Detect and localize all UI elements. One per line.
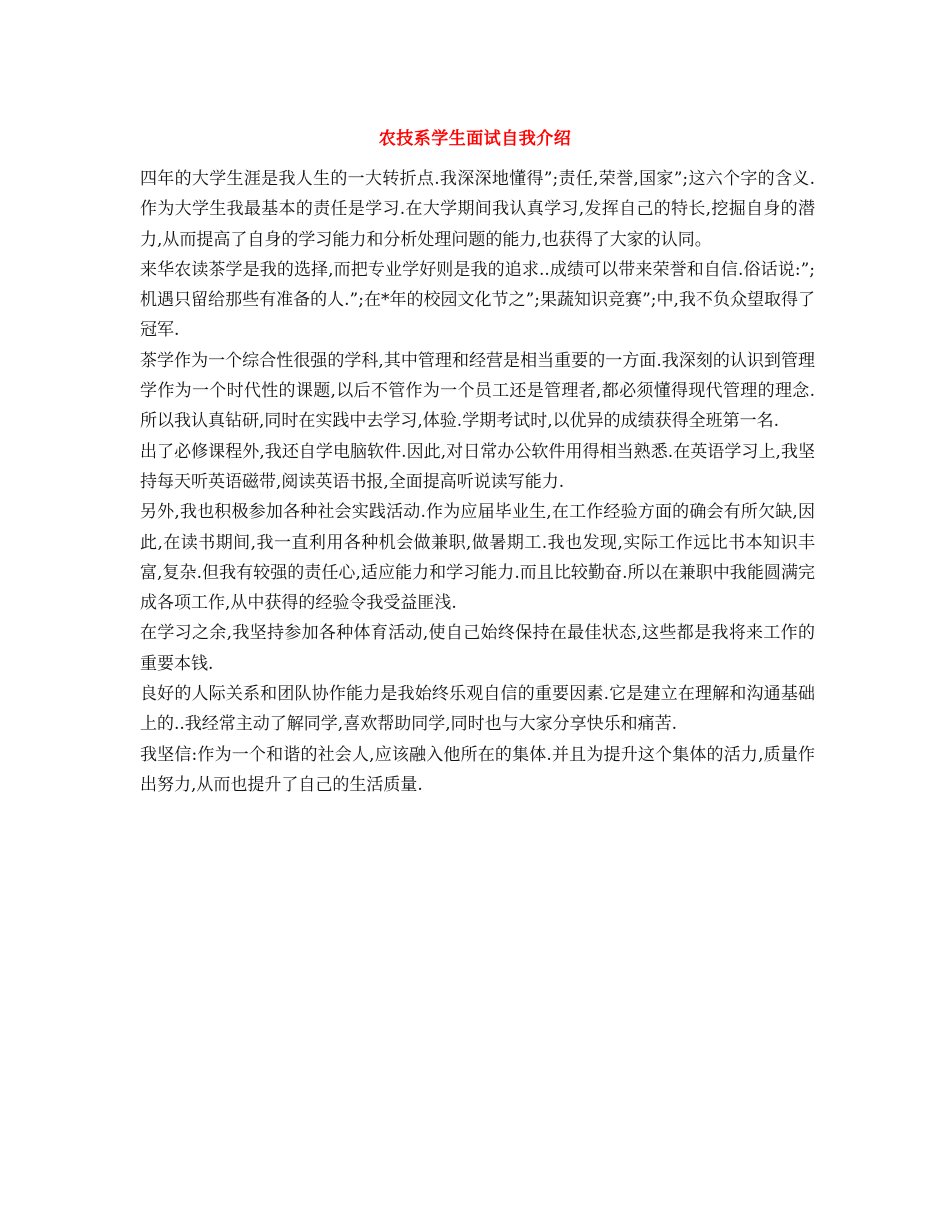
paragraph-5: 另外,我也积极参加各种社会实践活动.作为应届毕业生,在工作经验方面的确会有所欠缺,因此,在读书期间,我一直利用各种机会做兼职,做暑期工.我也发现,实际工作远比书本知识丰富,复杂.但我有较强的责任心,适应能力和学习能力.而且比较勤奋.所以在兼职中我能圆满完成各项工作,从中获得的经验令我受益匪浅. [140,502,815,614]
paragraph-4: 出了必修课程外,我还自学电脑软件.因此,对日常办公软件用得相当熟悉.在英语学习上,我坚持每天听英语磁带,阅读英语书报,全面提高听说读写能力. [140,441,815,492]
paragraph-1: 四年的大学生涯是我人生的一大转折点.我深深地懂得”;责任,荣誉,国家”;这六个字的含义.作为大学生我最基本的责任是学习.在大学期间我认真学习,发挥自己的特长,挖掘自身的潜力,从而提高了自身的学习能力和分析处理问题的能力,也获得了大家的认同。 [140,169,815,250]
paragraph-8: 我坚信:作为一个和谐的社会人,应该融入他所在的集体.并且为提升这个集体的活力,质量作出努力,从而也提升了自己的生活质量. [140,744,815,795]
paragraph-3: 茶学作为一个综合性很强的学科,其中管理和经营是相当重要的一方面.我深刻的认识到管理学作为一个时代性的课题,以后不管作为一个员工还是管理者,都必须懂得现代管理的理念.所以我认真钻研,同时在实践中去学习,体验.学期考试时,以优异的成绩获得全班第一名. [140,350,815,432]
paragraph-2: 来华农读茶学是我的选择,而把专业学好则是我的追求..成绩可以带来荣誉和自信.俗话说:”;机遇只留给那些有准备的人.”;在*年的校园文化节之”;果蔬知识竞赛”;中,我不负众望取得了冠军. [140,259,815,341]
paragraph-6: 在学习之余,我坚持参加各种体育活动,使自己始终保持在最佳状态,这些都是我将来工作的重要本钱. [140,623,815,674]
document-title: 农技系学生面试自我介绍 [378,129,572,149]
document-body [140,164,815,800]
paragraph-7: 良好的人际关系和团队协作能力是我始终乐观自信的重要因素.它是建立在理解和沟通基础上的..我经常主动了解同学,喜欢帮助同学,同时也与大家分享快乐和痛苦. [140,684,815,735]
